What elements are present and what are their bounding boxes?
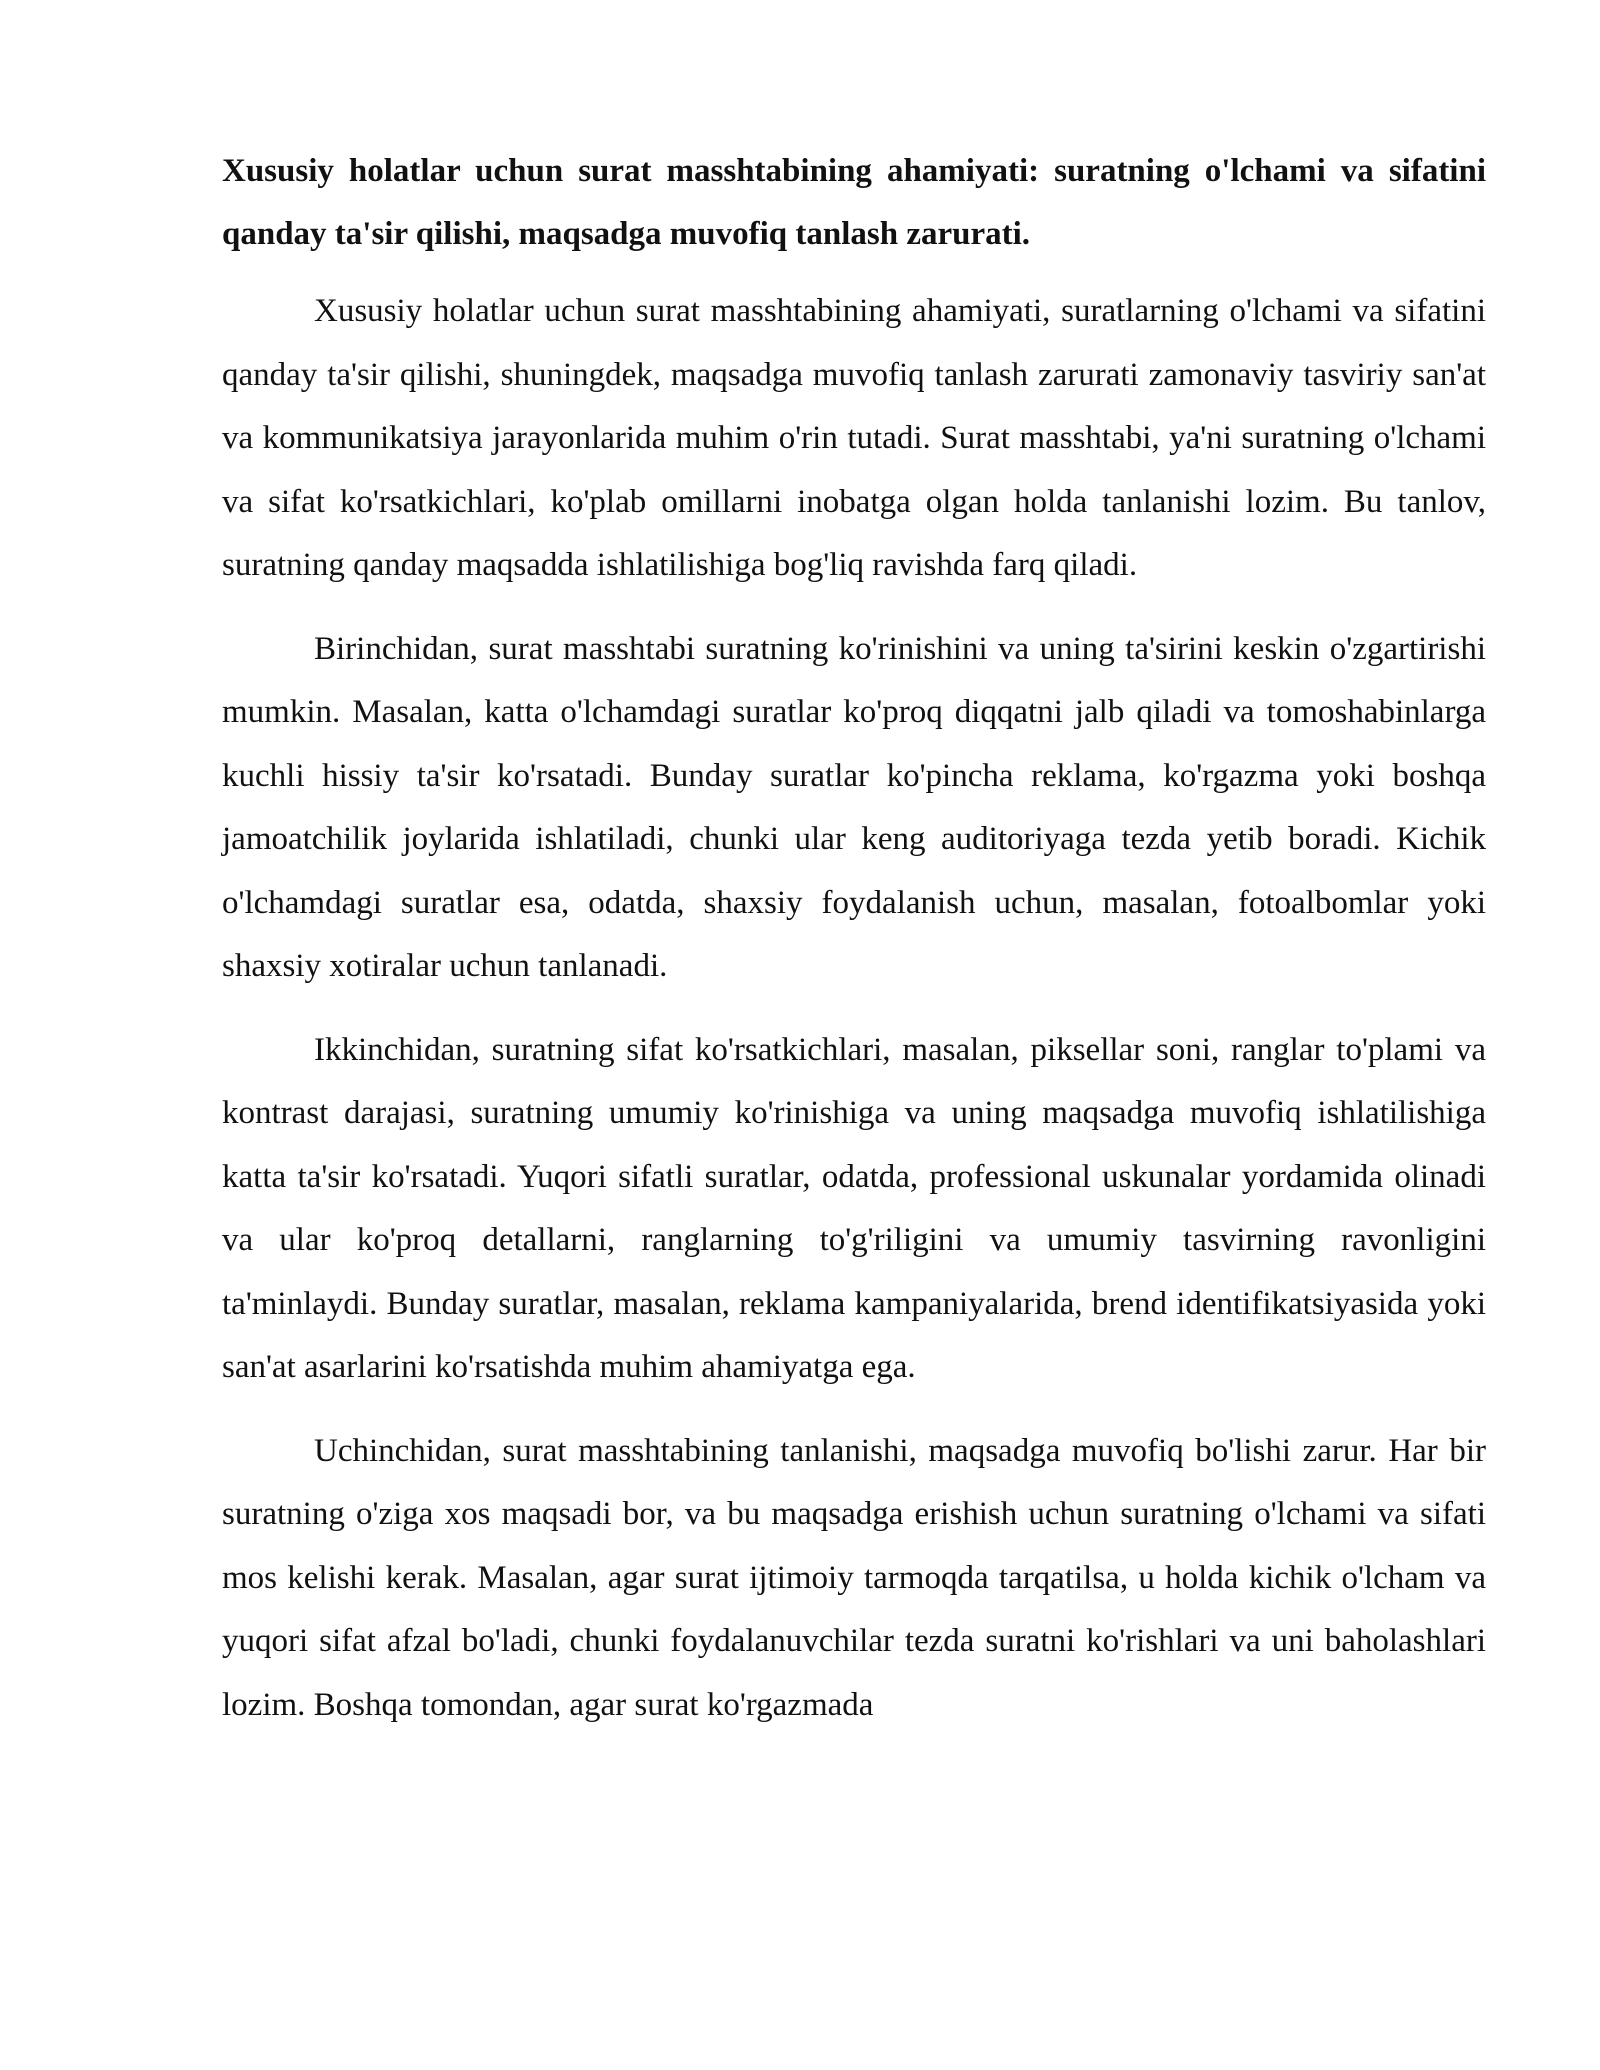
document-body [222,140,1486,1757]
paragraph-1: Xususiy holatlar uchun surat masshtabining ahamiyati, suratlarning o'lchami va sifatini qanday ta'sir qilishi, shuningdek, maqsadga muvofiq tanlash zarurati zamonaviy tasviriy san'at va kommunikatsiya jarayonlarida muhim o'rin tutadi. Surat masshtabi, ya'ni suratning o'lchami va sifat ko'rsatkichlari, ko'plab omillarni inobatga olgan holda tanlanishi lozim. Bu tanlov, suratning qanday maqsadda ishlatilishiga bog'liq ravishda farq qiladi. [222,293,1486,583]
paragraph-3: Ikkinchidan, suratning sifat ko'rsatkichlari, masalan, piksellar soni, ranglar to'plami va kontrast darajasi, suratning umumiy ko'rinishiga va uning maqsadga muvofiq ishlatilishiga katta ta'sir ko'rsatadi. Yuqori sifatli suratlar, odatda, professional uskunalar yordamida olinadi va ular ko'proq detallarni, ranglarning to'g'riligini va umumiy tasvirning ravonligini ta'minlaydi. Bunday suratlar, masalan, reklama kampaniyalarida, brend identifikatsiyasida yoki san'at asarlarini ko'rsatishda muhim ahamiyatga ega. [222,1031,1486,1385]
paragraph-2: Birinchidan, surat masshtabi suratning ko'rinishini va uning ta'sirini keskin o'zgartirishi mumkin. Masalan, katta o'lchamdagi suratlar ko'proq diqqatni jalb qiladi va tomoshabinlarga kuchli hissiy ta'sir ko'rsatadi. Bunday suratlar ko'pincha reklama, ko'rgazma yoki boshqa jamoatchilik joylarida ishlatiladi, chunki ular keng auditoriyaga tezda yetib boradi. Kichik o'lchamdagi suratlar esa, odatda, shaxsiy foydalanish uchun, masalan, fotoalbomlar yoki shaxsiy xotiralar uchun tanlanadi. [222,630,1486,984]
document-heading: Xususiy holatlar uchun surat masshtabining ahamiyati: suratning o'lchami va sifatini qanday ta'sir qilishi, maqsadga muvofiq tanlash zarurati. [222,153,1486,252]
paragraph-4: Uchinchidan, surat masshtabining tanlanishi, maqsadga muvofiq bo'lishi zarur. Har bir suratning o'ziga xos maqsadi bor, va bu maqsadga erishish uchun suratning o'lchami va sifati mos kelishi kerak. Masalan, agar surat ijtimoiy tarmoqda tarqatilsa, u holda kichik o'lcham va yuqori sifat afzal bo'ladi, chunki foydalanuvchilar tezda suratni ko'rishlari va uni baholashlari lozim. Boshqa tomondan, agar surat ko'rgazmada [222,1432,1486,1723]
